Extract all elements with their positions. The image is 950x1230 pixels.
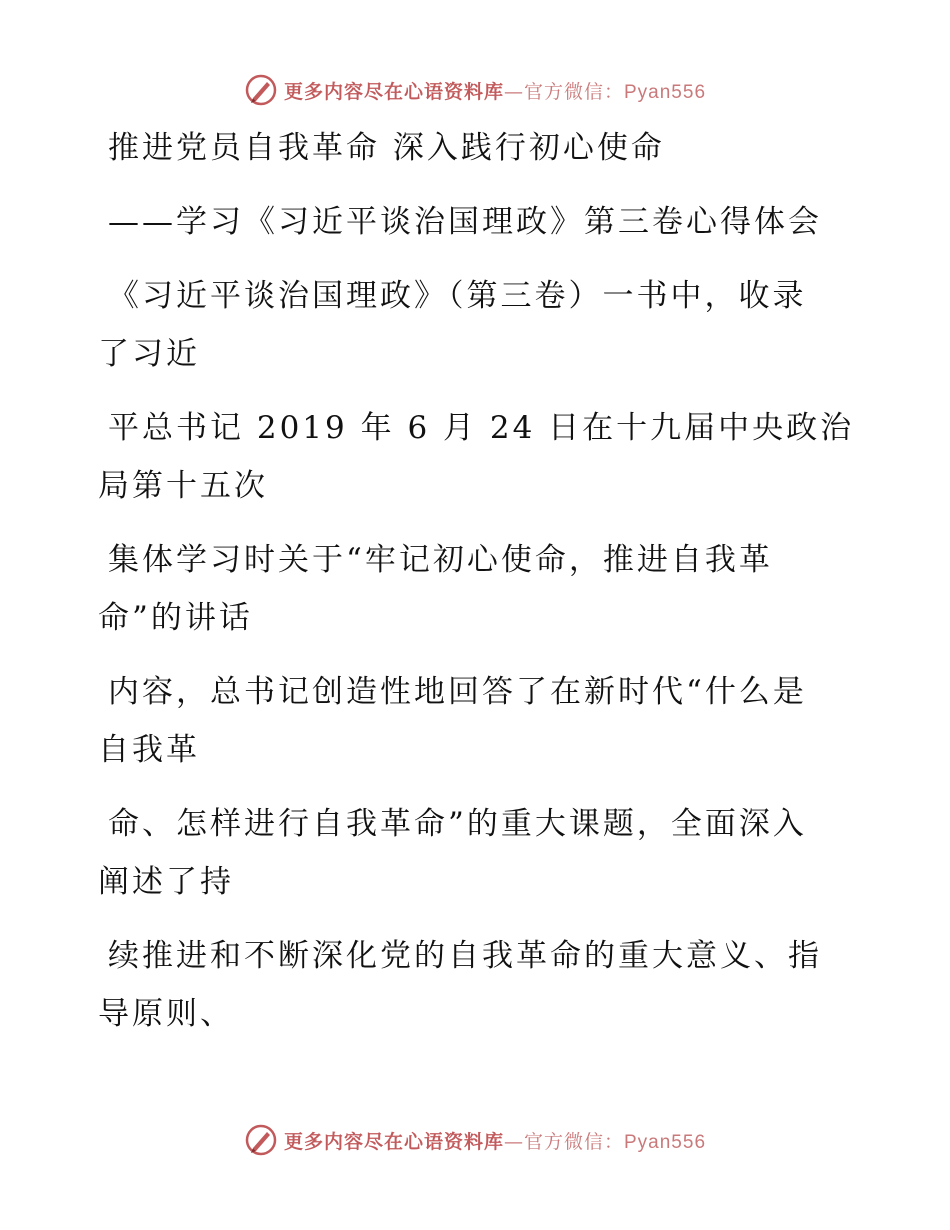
paragraph-line: 导原则、	[98, 996, 234, 1032]
paragraph-line: 自我革	[98, 732, 200, 768]
document-title: 推进党员自我革命 深入践行初心使命	[108, 130, 665, 166]
paragraph-line: 集体学习时关于“牢记初心使命，推进自我革	[108, 542, 773, 578]
watermark-wechat-id: Pyan556	[624, 81, 707, 103]
watermark-text	[284, 77, 706, 104]
paragraph-line: 内容，总书记创造性地回答了在新时代“什么是	[108, 674, 807, 710]
paragraph-line: 《习近平谈治国理政》（第三卷）一书中，收录	[108, 278, 807, 314]
watermark-text	[284, 1127, 706, 1154]
paragraph-line: 了习近	[98, 336, 200, 372]
watermark-wechat-id: Pyan556	[624, 1131, 707, 1153]
watermark-brand: 更多内容尽在心语资料库	[283, 80, 504, 103]
watermark-separator: —	[503, 1130, 524, 1153]
document-subtitle: ——学习《习近平谈治国理政》第三卷心得体会	[108, 204, 822, 240]
paragraph-line: 阐述了持	[98, 864, 234, 900]
watermark-wechat-label: 官方微信：	[523, 1130, 624, 1153]
paragraph-line: 续推进和不断深化党的自我革命的重大意义、指	[108, 938, 822, 974]
paragraph-line: 命、怎样进行自我革命”的重大课题，全面深入	[108, 806, 807, 842]
watermark-separator: —	[503, 80, 524, 103]
pen-circle-logo-icon	[244, 1123, 278, 1157]
watermark-brand: 更多内容尽在心语资料库	[283, 1130, 504, 1153]
paragraph-line: 命”的讲话	[98, 600, 253, 636]
watermark-wechat-label: 官方微信：	[523, 80, 624, 103]
header-watermark	[0, 70, 950, 110]
pen-circle-logo-icon	[244, 73, 278, 107]
footer-watermark	[0, 1120, 950, 1160]
paragraph-line: 局第十五次	[98, 468, 268, 504]
paragraph-line: 平总书记 2019 年 6 月 24 日在十九届中央政治	[108, 410, 855, 446]
